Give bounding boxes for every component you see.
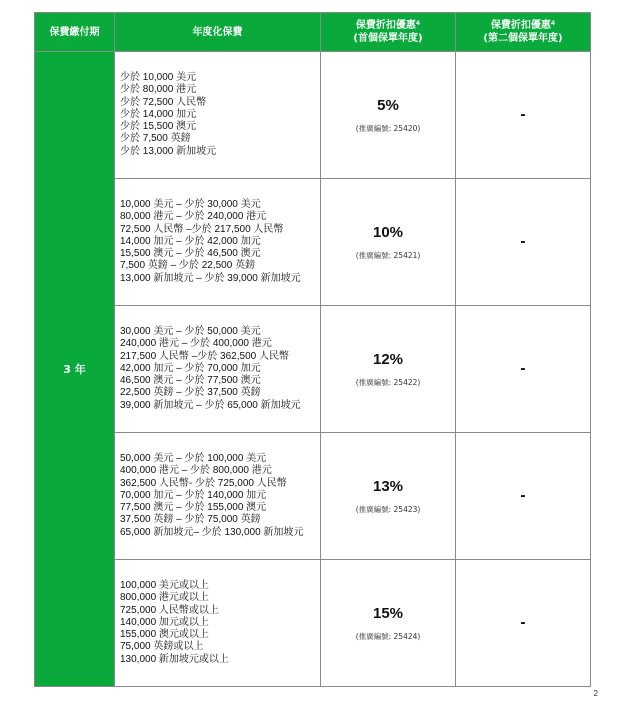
premium-range-line: 14,000 加元 – 少於 42,000 加元 bbox=[120, 235, 261, 247]
premium-range-line: 7,500 英鎊 – 少於 22,500 英鎊 bbox=[120, 260, 256, 272]
premium-range-line: 70,000 加元 – 少於 140,000 加元 bbox=[120, 489, 267, 501]
page-number: 2 bbox=[593, 689, 598, 698]
premium-range-line: 46,500 澳元 – 少於 77,500 澳元 bbox=[120, 375, 261, 387]
second-year-discount-cell: - bbox=[456, 179, 591, 306]
promo-code: (推廣編號: 25423) bbox=[355, 504, 421, 514]
second-year-discount-cell: - bbox=[456, 433, 591, 560]
first-year-discount-cell bbox=[321, 179, 456, 306]
premium-range-line: 30,000 美元 – 少於 50,000 美元 bbox=[120, 326, 261, 338]
premium-range-line: 少於 7,500 英鎊 bbox=[120, 133, 191, 145]
first-year-discount-cell bbox=[321, 560, 456, 687]
discount-rate: 10% bbox=[372, 223, 404, 241]
premium-range-line: 少於 14,000 加元 bbox=[120, 108, 197, 120]
premium-range-line: 75,000 英鎊或以上 bbox=[120, 641, 204, 653]
second-year-discount-cell: - bbox=[456, 52, 591, 179]
premium-range-cell bbox=[115, 306, 321, 433]
premium-range-line: 少於 10,000 美元 bbox=[120, 72, 197, 84]
premium-range-cell bbox=[115, 179, 321, 306]
premium-range-line: 37,500 英鎊 – 少於 75,000 英鎊 bbox=[120, 514, 261, 526]
premium-range-line: 80,000 港元 – 少於 240,000 港元 bbox=[120, 211, 267, 223]
first-year-discount-cell bbox=[321, 433, 456, 560]
premium-range-line: 42,000 加元 – 少於 70,000 加元 bbox=[120, 362, 261, 374]
footnote-marker: 4 bbox=[550, 20, 556, 27]
premium-range-line: 725,000 人民幣或以上 bbox=[120, 604, 219, 616]
premium-range-line: 50,000 美元 – 少於 100,000 美元 bbox=[120, 453, 267, 465]
second-year-discount-cell: - bbox=[456, 560, 591, 687]
premium-range-line: 13,000 新加坡元 – 少於 39,000 新加坡元 bbox=[120, 272, 301, 284]
discount-rate: 12% bbox=[372, 350, 404, 368]
table-row bbox=[35, 179, 591, 306]
premium-range-cell bbox=[115, 52, 321, 179]
premium-range-line: 362,500 人民幣- 少於 725,000 人民幣 bbox=[120, 477, 287, 489]
payment-term-cell: 3 年 bbox=[35, 52, 115, 687]
premium-range-line: 少於 15,500 澳元 bbox=[120, 121, 197, 133]
promo-code: (推廣編號: 25422) bbox=[355, 377, 421, 387]
discount-rate: 13% bbox=[372, 477, 404, 495]
header-payment-term: 保費繳付期 bbox=[35, 13, 115, 52]
premium-range-line: 217,500 人民幣 –少於 362,500 人民幣 bbox=[120, 350, 289, 362]
first-year-discount-cell bbox=[321, 52, 456, 179]
premium-range-line: 100,000 美元或以上 bbox=[120, 580, 209, 592]
promo-code: (推廣編號: 25424) bbox=[355, 631, 421, 641]
header-second-year-discount: 保費折扣優惠$^4$ (第二個保單年度) bbox=[456, 13, 591, 52]
premium-range-line: 130,000 新加坡元或以上 bbox=[120, 653, 229, 665]
premium-discount-table bbox=[34, 12, 591, 687]
premium-range-cell bbox=[115, 433, 321, 560]
premium-range-line: 少於 72,500 人民幣 bbox=[120, 96, 207, 108]
header-annualized-premium: 年度化保費 bbox=[115, 13, 321, 52]
first-year-discount-cell bbox=[321, 306, 456, 433]
premium-range-line: 22,500 英鎊 – 少於 37,500 英鎊 bbox=[120, 387, 261, 399]
premium-range-line: 10,000 美元 – 少於 30,000 美元 bbox=[120, 199, 261, 211]
premium-range-line: 77,500 澳元 – 少於 155,000 澳元 bbox=[120, 502, 267, 514]
premium-range-line: 65,000 新加坡元– 少於 130,000 新加坡元 bbox=[120, 526, 304, 538]
premium-range-line: 800,000 港元或以上 bbox=[120, 592, 209, 604]
premium-range-line: 240,000 港元 – 少於 400,000 港元 bbox=[120, 338, 272, 350]
premium-range-line: 15,500 澳元 – 少於 46,500 澳元 bbox=[120, 248, 261, 260]
premium-range-line: 400,000 港元 – 少於 800,000 港元 bbox=[120, 465, 272, 477]
table-row bbox=[35, 52, 591, 179]
table-row bbox=[35, 433, 591, 560]
premium-range-line: 155,000 澳元或以上 bbox=[120, 629, 209, 641]
discount-rate: 5% bbox=[377, 96, 399, 114]
promo-code: (推廣編號: 25420) bbox=[355, 123, 421, 133]
premium-range-line: 72,500 人民幣 –少於 217,500 人民幣 bbox=[120, 223, 284, 235]
table-row bbox=[35, 306, 591, 433]
premium-range-cell bbox=[115, 560, 321, 687]
footnote-marker: 4 bbox=[415, 20, 421, 27]
premium-range-line: 39,000 新加坡元 – 少於 65,000 新加坡元 bbox=[120, 399, 301, 411]
table-header-row bbox=[35, 13, 591, 52]
premium-range-line: 少於 80,000 港元 bbox=[120, 84, 197, 96]
table-row bbox=[35, 560, 591, 687]
second-year-discount-cell: - bbox=[456, 306, 591, 433]
discount-rate: 15% bbox=[372, 604, 404, 622]
premium-range-line: 少於 13,000 新加坡元 bbox=[120, 145, 217, 157]
premium-range-line: 140,000 加元或以上 bbox=[120, 616, 209, 628]
promo-code: (推廣編號: 25421) bbox=[355, 250, 421, 260]
header-first-year-discount: 保費折扣優惠$^4$ (首個保單年度) bbox=[321, 13, 456, 52]
